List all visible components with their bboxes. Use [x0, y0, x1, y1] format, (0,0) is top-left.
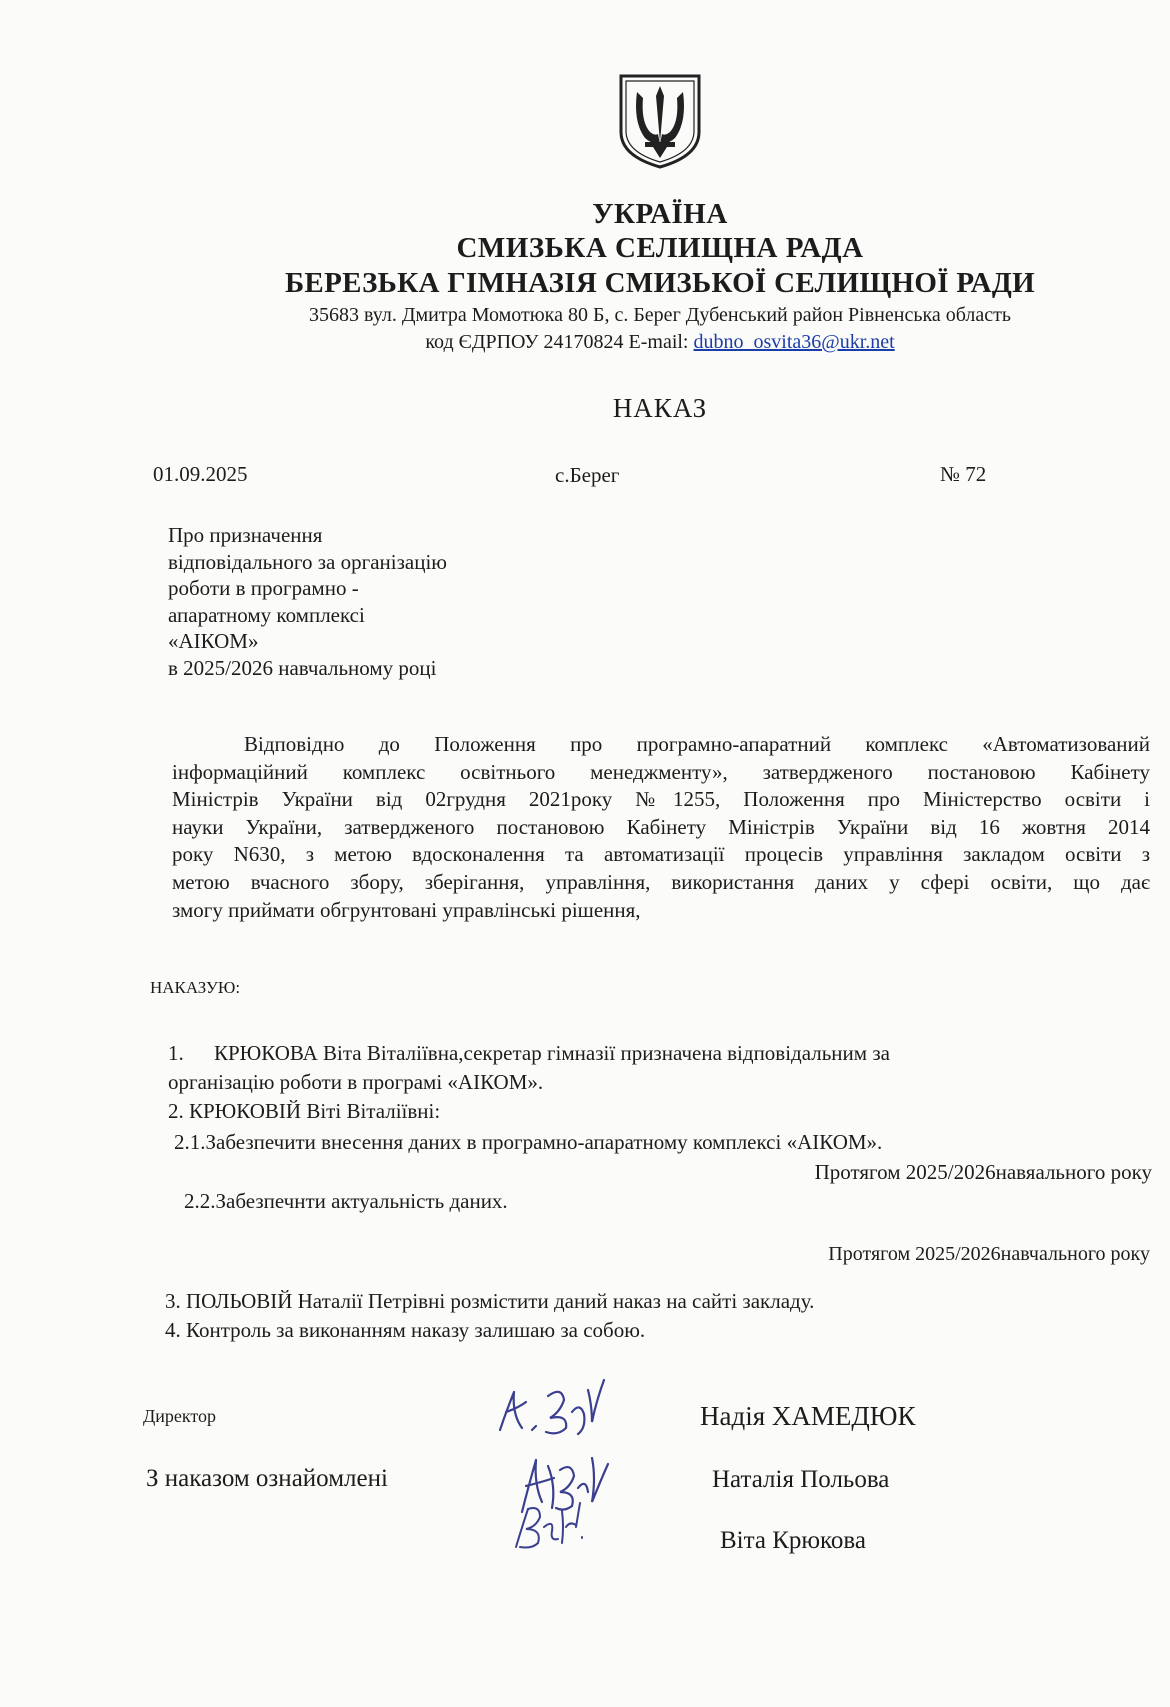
order-preamble	[172, 731, 1150, 924]
order-item-3: 3. ПОЛЬОВІЙ Наталії Петрівні розмістити даний наказ на сайті закладу.	[165, 1289, 815, 1313]
header-address: 35683 вул. Дмитра Момотюка 80 Б, с. Берег Дубенський район Рівненська область	[308, 304, 1012, 326]
order-item-2-1-term: Протягом 2025/2026навяального року	[814, 1160, 1152, 1184]
header-code: код ЄДРПОУ 24170824 E-mail:	[425, 331, 694, 353]
acknowledged-label: З наказом ознайомлені	[146, 1465, 388, 1492]
acknowledged-name: Віта Крюкова	[720, 1527, 866, 1554]
email-link[interactable]: dubno_osvita36@ukr.net	[693, 331, 895, 353]
subject-line: «АІКОМ»	[168, 629, 259, 653]
acknowledged-name: Наталія Польова	[712, 1466, 890, 1493]
header-council: СМИЗЬКА СЕЛИЩНА РАДА	[456, 232, 864, 264]
acknowledged-signature	[510, 1497, 600, 1555]
subject-line: апаратному комплексі	[168, 602, 365, 627]
subject-line: відповідального за організацію	[168, 549, 447, 574]
order-item-1	[168, 1041, 890, 1066]
header-country: УКРАЇНА	[592, 198, 728, 230]
director-role: Директор	[143, 1406, 217, 1426]
order-item-number: 1.	[168, 1041, 184, 1065]
order-item-2: 2. КРЮКОВІЙ Віті Віталіївні:	[168, 1099, 441, 1123]
preamble-line: року N630, з метою вдосконалення та автоматизації процесів управління закладом освіти з	[172, 842, 1150, 867]
header-code-line	[0, 331, 1170, 354]
subject-line: в 2025/2026 навчальному році	[168, 655, 437, 680]
preamble-line: науки України, затвердженого постановою Кабінету Міністрів України від 16 жовтня 2014	[172, 814, 1150, 839]
director-name: Надія ХАМЕДЮК	[700, 1401, 916, 1431]
order-item-2-2: 2.2.Забезпечнти актуальність даних.	[184, 1189, 508, 1213]
subject-line: Про призначення	[168, 523, 323, 547]
preamble-line: інформаційний комплекс освітнього менеджменту», затвердженого постановою Кабінету	[172, 759, 1150, 784]
document-place: с.Берег	[555, 463, 620, 487]
order-item-1-cont: організацію роботи в програмі «АІКОМ».	[168, 1070, 544, 1094]
preamble-line: Міністрів України від 02грудня 2021року №1255, Положення про Міністерство освіти і	[172, 787, 1150, 812]
preamble-line: метою вчасного збору, зберігання, управління, використання даних у сфері освіти, що дає	[172, 869, 1150, 894]
order-item-text: КРЮКОВА Віта Віталіївна,секретар гімназії призначена відповідальним за	[214, 1041, 890, 1065]
coat-of-arms-trident-icon	[615, 72, 705, 170]
director-signature	[492, 1372, 622, 1442]
document-number: № 72	[940, 462, 987, 486]
order-item-4: 4. Контроль за виконанням наказу залишаю за собою.	[165, 1318, 646, 1342]
orders-label: НАКАЗУЮ:	[150, 978, 241, 997]
document-date: 01.09.2025	[153, 462, 248, 486]
order-item-2-1: 2.1.Забезпечити внесення даних в програмно-апаратному комплексі «АІКОМ».	[174, 1130, 883, 1154]
order-item-2-2-term: Протягом 2025/2026навчального року	[828, 1243, 1150, 1265]
preamble-line: Відповідно до Положення про програмно-апаратний комплекс «Автоматизований	[244, 732, 1150, 756]
document-type: НАКАЗ	[612, 393, 708, 423]
subject-line: роботи в програмно -	[168, 576, 359, 600]
order-subject	[168, 522, 588, 681]
preamble-line: змогу приймати обгрунтовані управлінські рішення,	[172, 897, 641, 922]
header-school: БЕРЕЗЬКА ГІМНАЗІЯ СМИЗЬКОЇ СЕЛИЩНОЇ РАДИ	[284, 267, 1036, 299]
